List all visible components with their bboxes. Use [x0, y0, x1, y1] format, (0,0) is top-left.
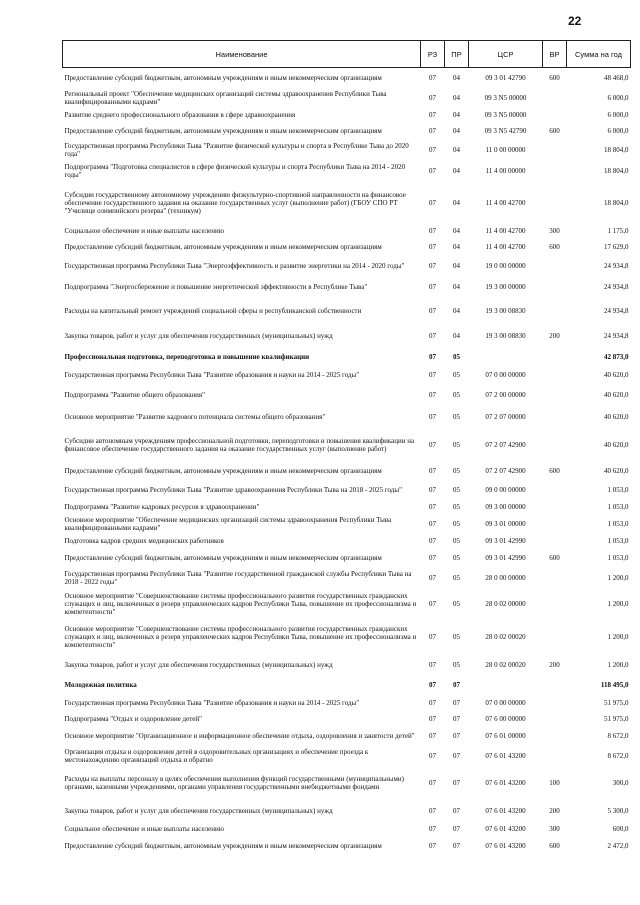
row-rz: 07: [429, 466, 436, 475]
row-sum: 40 620,0: [604, 440, 629, 449]
row-vr: [543, 568, 567, 588]
row-vr: 600: [549, 73, 560, 82]
row-csr: 11 4 00 42700: [485, 226, 526, 235]
row-sum: 1 053,0: [607, 536, 629, 545]
row-sum: 18 804,0: [604, 166, 629, 175]
row-vr: [543, 694, 567, 712]
row-name: Основное мероприятие "Организационное и информационное обеспечение отдыха, оздоровления и занятости детей": [64, 731, 415, 740]
table-row: [63, 276, 631, 298]
row-csr: [469, 676, 543, 694]
row-sum: 40 620,0: [604, 466, 629, 475]
row-rz: 07: [429, 412, 436, 421]
row-rz: 07: [429, 698, 436, 707]
row-vr: 600: [549, 553, 560, 562]
row-name: Предоставление субсидий бюджетным, автономным учреждениям и иным некоммерческим организациям: [64, 73, 382, 82]
row-csr: 07 0 00 00000: [485, 698, 526, 707]
row-pr: 07: [453, 751, 460, 760]
row-sum: 18 804,0: [604, 198, 629, 207]
row-name: Предоставление субсидий бюджетным, автономным учреждениям и иным некоммерческим организациям: [64, 553, 382, 562]
row-pr: 05: [453, 485, 460, 494]
table-row: [63, 108, 631, 122]
row-rz: 07: [429, 73, 436, 82]
row-csr: 09 0 00 00000: [485, 485, 526, 494]
table-row: [63, 654, 631, 676]
row-pr: 07: [453, 731, 460, 740]
row-pr: 05: [453, 573, 460, 582]
row-name: Расходы на капитальный ремонт учреждений социальной сферы и республиканской собственности: [64, 306, 362, 315]
row-pr: 04: [453, 110, 460, 119]
row-sum: 1 053,0: [607, 502, 629, 511]
row-vr: [543, 366, 567, 384]
header-csr: ЦСР: [469, 41, 543, 68]
row-sum: 48 468,0: [604, 73, 629, 82]
row-pr: 07: [453, 806, 460, 815]
table-header-row: [63, 41, 631, 68]
row-rz: 07: [429, 751, 436, 760]
row-name: Региональный проект "Обеспечение медицинских организаций системы здравоохранения Республики Тыва квалифицированными кадрами": [64, 89, 387, 106]
row-name: Подпрограмма "Отдых и оздоровление детей": [64, 714, 202, 723]
row-vr: [543, 428, 567, 462]
row-csr: 07 6 01 43200: [485, 806, 526, 815]
row-rz: 07: [429, 502, 436, 511]
table-row: [63, 256, 631, 276]
row-pr: 04: [453, 261, 460, 270]
table-row: [63, 140, 631, 160]
table-row: [63, 480, 631, 500]
row-csr: 11 0 00 00000: [485, 145, 526, 154]
row-rz: 07: [429, 93, 436, 102]
row-name: Закупка товаров, работ и услуг для обеспечения государственных (муниципальных) нужд: [64, 331, 333, 340]
row-name: Субсидии автономным учреждениям профессиональной подготовки, переподготовки и повышения квалификации на финансовое обеспечение государственного задания на оказание государственных услуг (выполнение работ): [64, 436, 415, 453]
row-name: Государственная программа Республики Тыва "Энергоэффективность и развитие энергетики на 2014 - 2020 годы": [64, 261, 405, 270]
row-name: Государственная программа Республики Тыва "Развитие государственной гражданской службы Республики Тыва на 2018 - 2022 годы": [64, 569, 412, 586]
row-rz: 07: [429, 370, 436, 379]
row-csr: 11 4 00 42700: [485, 242, 526, 251]
row-pr: 05: [453, 502, 460, 511]
row-vr: 300: [549, 824, 560, 833]
row-pr: 05: [453, 599, 460, 608]
row-vr: [543, 588, 567, 620]
table-row: [63, 712, 631, 726]
table-row: [63, 514, 631, 534]
row-pr: 07: [453, 778, 460, 787]
row-vr: [543, 298, 567, 324]
row-sum: 24 934,8: [604, 306, 629, 315]
row-name: Предоставление субсидий бюджетным, автономным учреждениям и иным некоммерческим организациям: [64, 126, 382, 135]
row-vr: 200: [549, 660, 560, 669]
row-sum: 8 672,0: [607, 731, 629, 740]
row-sum: 40 620,0: [604, 370, 629, 379]
row-rz: 07: [429, 778, 436, 787]
row-rz: 07: [429, 553, 436, 562]
row-vr: [543, 384, 567, 406]
row-name: Молодежная политика: [64, 680, 137, 689]
row-name: Социальное обеспечение и иные выплаты населению: [64, 824, 224, 833]
row-pr: 05: [453, 440, 460, 449]
row-sum: 17 629,0: [604, 242, 629, 251]
row-sum: 1 053,0: [607, 485, 629, 494]
row-csr: 09 3 N5 00000: [484, 110, 527, 119]
row-vr: [543, 276, 567, 298]
row-pr: 05: [453, 412, 460, 421]
row-csr: 07 6 00 00000: [485, 714, 526, 723]
page-number: 22: [568, 14, 582, 28]
row-name: Закупка товаров, работ и услуг для обеспечения государственных (муниципальных) нужд: [64, 660, 333, 669]
row-name: Подпрограмма "Подготовка специалистов в сфере физической культуры и спорта Республики Тыва на 2014 - 2020 годы": [64, 162, 406, 179]
header-sum: Сумма на год: [567, 41, 631, 68]
table-row: [63, 238, 631, 256]
row-name: Основное мероприятие "Развитие кадрового потенциала системы общего образования": [64, 412, 326, 421]
row-sum: 118 495,0: [600, 680, 629, 689]
row-pr: 05: [453, 352, 460, 361]
table-body: [63, 68, 631, 856]
row-rz: 07: [429, 126, 436, 135]
row-csr: 09 3 N5 42790: [484, 126, 527, 135]
row-pr: 07: [453, 680, 460, 689]
row-pr: 05: [453, 390, 460, 399]
table-row: [63, 800, 631, 822]
row-sum: 1 200,0: [607, 599, 629, 608]
row-pr: 04: [453, 226, 460, 235]
row-pr: 07: [453, 824, 460, 833]
row-name: Основное мероприятие "Совершенствование системы профессионального развития государственных гражданских служащих и лиц, включенных в резерв управленческих кадров Республики Тыва, повышение их профессионализма и компетентности": [64, 591, 417, 616]
table-row: [63, 428, 631, 462]
row-sum: 24 934,8: [604, 261, 629, 270]
row-sum: 8 672,0: [607, 751, 629, 760]
row-csr: 09 3 N5 00000: [484, 93, 527, 102]
row-pr: 04: [453, 306, 460, 315]
row-sum: 42 873,0: [604, 352, 629, 361]
row-csr: 28 0 02 00000: [485, 599, 526, 608]
row-csr: 28 0 02 00020: [485, 632, 526, 641]
row-csr: 11 4 00 42700: [485, 198, 526, 207]
row-rz: 07: [429, 573, 436, 582]
row-name: Предоставление субсидий бюджетным, автономным учреждениям и иным некоммерческим организациям: [64, 841, 382, 850]
row-sum: 1 200,0: [607, 573, 629, 582]
table-row: [63, 568, 631, 588]
row-vr: [543, 160, 567, 182]
row-pr: 05: [453, 553, 460, 562]
row-sum: 1 053,0: [607, 519, 629, 528]
row-sum: 2 472,0: [607, 841, 629, 850]
header-rz: РЗ: [421, 41, 445, 68]
row-name: Подпрограмма "Развитие кадровых ресурсов в здравоохранении": [64, 502, 260, 511]
row-rz: 07: [429, 331, 436, 340]
row-sum: 6 000,0: [607, 110, 629, 119]
row-name: Основное мероприятие "Совершенствование системы профессионального развития государственных гражданских служащих и лиц, включенных в резерв управленческих кадров Республики Тыва, повышение их профессионализма и компетентности": [64, 624, 417, 649]
row-vr: [543, 620, 567, 654]
row-vr: [543, 480, 567, 500]
table-row: [63, 366, 631, 384]
row-csr: 09 3 00 00000: [485, 502, 526, 511]
row-sum: 6 000,0: [607, 126, 629, 135]
row-pr: 05: [453, 370, 460, 379]
row-sum: 1 200,0: [607, 632, 629, 641]
row-sum: 40 620,0: [604, 412, 629, 421]
row-name: Расходы на выплаты персоналу в целях обеспечения выполнения функций государственными (муниципальными) органами, казенными учреждениями, органами управления государственными внебюджетными фондами: [64, 774, 405, 791]
row-vr: [543, 676, 567, 694]
row-sum: 40 620,0: [604, 390, 629, 399]
row-pr: 07: [453, 841, 460, 850]
row-rz: 07: [429, 806, 436, 815]
row-sum: 5 300,0: [607, 806, 629, 815]
row-pr: 04: [453, 242, 460, 251]
row-rz: 07: [429, 485, 436, 494]
row-name: Государственная программа Республики Тыва "Развитие физической культуры и спорта в Республике Тыва до 2020 года": [64, 141, 409, 158]
row-vr: 600: [549, 126, 560, 135]
row-csr: 07 6 01 43200: [485, 778, 526, 787]
table-row: [63, 68, 631, 88]
row-name: Организация отдыха и оздоровления детей в оздоровительных организациях и обеспечение проезда к местонахождению организаций отдыха и обратно: [64, 747, 369, 764]
row-name: Подпрограмма "Развитие общего образования": [64, 390, 205, 399]
row-sum: 24 934,8: [604, 282, 629, 291]
row-rz: 07: [429, 599, 436, 608]
row-csr: 19 3 00 08830: [485, 331, 526, 340]
row-pr: 04: [453, 93, 460, 102]
row-name: Государственная программа Республики Тыва "Развитие образования и науки на 2014 - 2025 годы": [64, 698, 360, 707]
row-csr: 07 2 07 42900: [485, 440, 526, 449]
table-row: [63, 836, 631, 856]
row-pr: 07: [453, 714, 460, 723]
table-row: [63, 88, 631, 108]
row-rz: 07: [429, 519, 436, 528]
table-row: [63, 620, 631, 654]
row-vr: [543, 712, 567, 726]
row-pr: 04: [453, 282, 460, 291]
table-row: [63, 348, 631, 366]
row-name: Профессиональная подготовка, переподготовка и повышение квалификации: [64, 352, 310, 361]
table-row: [63, 324, 631, 348]
row-name: Социальное обеспечение и иные выплаты населению: [64, 226, 224, 235]
row-vr: [543, 256, 567, 276]
row-rz: 07: [429, 261, 436, 270]
row-name: Государственная программа Республики Тыва "Развитие образования и науки на 2014 - 2025 годы": [64, 370, 360, 379]
row-rz: 07: [429, 680, 436, 689]
row-csr: 19 3 00 08830: [485, 306, 526, 315]
row-rz: 07: [429, 440, 436, 449]
row-rz: 07: [429, 731, 436, 740]
row-csr: 09 3 01 42990: [485, 553, 526, 562]
row-rz: 07: [429, 824, 436, 833]
row-vr: 300: [549, 226, 560, 235]
row-name: Развитие среднего профессионального образования в сфере здравоохранения: [64, 110, 296, 119]
row-sum: 1 175,0: [607, 226, 629, 235]
row-vr: [543, 182, 567, 224]
row-csr: 07 6 01 43200: [485, 841, 526, 850]
row-vr: [543, 140, 567, 160]
row-rz: 07: [429, 632, 436, 641]
row-sum: 18 804,0: [604, 145, 629, 154]
table-row: [63, 122, 631, 140]
row-vr: [543, 88, 567, 108]
row-pr: 05: [453, 660, 460, 669]
row-pr: 05: [453, 519, 460, 528]
row-rz: 07: [429, 145, 436, 154]
row-csr: 07 6 01 43200: [485, 824, 526, 833]
row-csr: 07 6 01 00000: [485, 731, 526, 740]
table-row: [63, 160, 631, 182]
row-pr: 04: [453, 126, 460, 135]
row-pr: 05: [453, 466, 460, 475]
row-pr: 07: [453, 698, 460, 707]
row-vr: 200: [549, 806, 560, 815]
row-pr: 04: [453, 331, 460, 340]
row-vr: [543, 108, 567, 122]
row-pr: 05: [453, 632, 460, 641]
table-row: [63, 182, 631, 224]
row-csr: 28 0 02 00020: [485, 660, 526, 669]
header-pr: ПР: [445, 41, 469, 68]
row-csr: 07 6 01 43200: [485, 751, 526, 760]
table-row: [63, 298, 631, 324]
row-csr: 07 2 07 00000: [485, 412, 526, 421]
row-rz: 07: [429, 166, 436, 175]
table-row: [63, 500, 631, 514]
row-csr: 07 2 00 00000: [485, 390, 526, 399]
row-rz: 07: [429, 226, 436, 235]
row-csr: 09 3 01 42790: [485, 73, 526, 82]
row-csr: 07 2 07 42900: [485, 466, 526, 475]
table-row: [63, 726, 631, 746]
row-rz: 07: [429, 110, 436, 119]
row-vr: 600: [549, 242, 560, 251]
row-vr: 200: [549, 331, 560, 340]
row-rz: 07: [429, 198, 436, 207]
row-vr: [543, 500, 567, 514]
budget-table: [62, 40, 631, 856]
row-name: Государственная программа Республики Тыва "Развитие здравоохранения Республики Тыва на 2018 - 2025 годы": [64, 485, 402, 494]
table-row: [63, 384, 631, 406]
table-row: [63, 822, 631, 836]
row-pr: 04: [453, 145, 460, 154]
row-sum: 51 975,0: [604, 698, 629, 707]
row-csr: 07 0 00 00000: [485, 370, 526, 379]
row-csr: 28 0 00 00000: [485, 573, 526, 582]
row-vr: [543, 534, 567, 548]
row-name: Подпрограмма "Энергосбережение и повышение энергетической эффективности в Республике Тыва": [64, 282, 368, 291]
table-row: [63, 766, 631, 800]
row-vr: 100: [549, 778, 560, 787]
row-rz: 07: [429, 660, 436, 669]
row-sum: 51 975,0: [604, 714, 629, 723]
row-pr: 04: [453, 166, 460, 175]
table-row: [63, 676, 631, 694]
row-rz: 07: [429, 242, 436, 251]
row-vr: [543, 406, 567, 428]
row-sum: 6 000,0: [607, 93, 629, 102]
row-name: Основное мероприятие "Обеспечение медицинских организаций системы здравоохранения Республики Тыва квалифицированными кадрами": [64, 515, 392, 532]
row-name: Закупка товаров, работ и услуг для обеспечения государственных (муниципальных) нужд: [64, 806, 333, 815]
row-rz: 07: [429, 714, 436, 723]
row-sum: 24 934,8: [604, 331, 629, 340]
row-vr: [543, 746, 567, 766]
row-sum: 300,0: [612, 778, 629, 787]
row-rz: 07: [429, 841, 436, 850]
row-name: Субсидии государственному автономному учреждению физкультурно-спортивной направленности на финансовое обеспечение государственного задания на оказание государственных услуг (выполнение работ) (ГБОУ СПО РТ "Училище олимпийского резерва" (техникум): [64, 190, 406, 215]
row-rz: 07: [429, 536, 436, 545]
row-rz: 07: [429, 306, 436, 315]
table-row: [63, 224, 631, 238]
header-vr: ВР: [543, 41, 567, 68]
table-row: [63, 534, 631, 548]
row-rz: 07: [429, 390, 436, 399]
table-row: [63, 746, 631, 766]
table-row: [63, 588, 631, 620]
table-row: [63, 548, 631, 568]
row-rz: 07: [429, 282, 436, 291]
row-vr: 600: [549, 466, 560, 475]
row-name: Предоставление субсидий бюджетным, автономным учреждениям и иным некоммерческим организациям: [64, 466, 382, 475]
row-name: Предоставление субсидий бюджетным, автономным учреждениям и иным некоммерческим организациям: [64, 242, 382, 251]
table-row: [63, 462, 631, 480]
table-row: [63, 694, 631, 712]
row-vr: [543, 726, 567, 746]
row-sum: 600,0: [612, 824, 629, 833]
row-name: Подготовка кадров средних медицинских работников: [64, 536, 224, 545]
table-row: [63, 406, 631, 428]
row-csr: 09 3 01 42990: [485, 536, 526, 545]
row-vr: 600: [549, 841, 560, 850]
row-csr: [469, 348, 543, 366]
row-csr: 11 4 00 00000: [485, 166, 526, 175]
row-sum: 1 200,0: [607, 660, 629, 669]
row-vr: [543, 348, 567, 366]
row-vr: [543, 514, 567, 534]
row-pr: 05: [453, 536, 460, 545]
header-name: Наименование: [63, 41, 421, 68]
row-pr: 04: [453, 73, 460, 82]
row-sum: 1 053,0: [607, 553, 629, 562]
row-csr: 09 3 01 00000: [485, 519, 526, 528]
row-csr: 19 3 00 00000: [485, 282, 526, 291]
row-csr: 19 0 00 00000: [485, 261, 526, 270]
row-pr: 04: [453, 198, 460, 207]
row-rz: 07: [429, 352, 436, 361]
